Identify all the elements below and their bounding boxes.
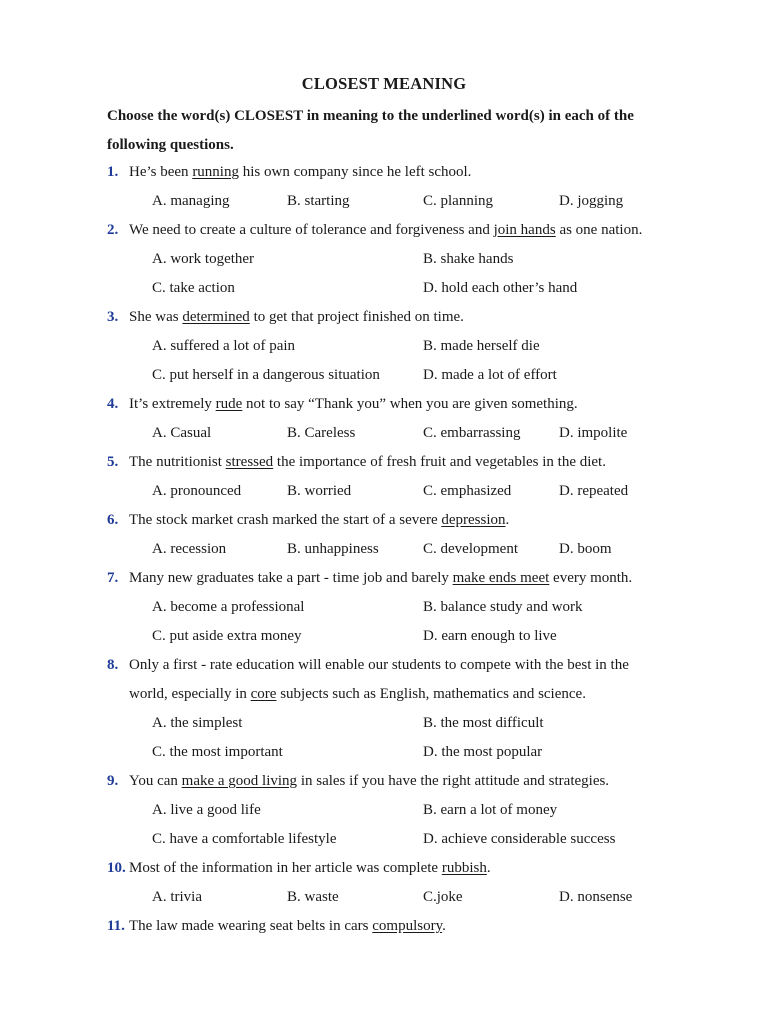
underlined-phrase: running xyxy=(192,164,239,180)
question-8 xyxy=(0,651,768,767)
option-a: A. work together xyxy=(152,251,255,267)
question-number: 1. xyxy=(107,164,119,180)
question-4 xyxy=(0,390,768,448)
underlined-phrase: depression xyxy=(441,512,506,528)
options-row xyxy=(0,796,768,825)
options-row xyxy=(0,593,768,622)
underlined-phrase: rude xyxy=(215,396,243,412)
options-row xyxy=(0,738,768,767)
option-b: B. the most difficult xyxy=(423,715,544,731)
question-text-segment: He’s been xyxy=(129,164,193,180)
question-line xyxy=(0,216,768,245)
question-text-segment: Most of the information in her article was complete xyxy=(129,860,442,876)
question-number: 4. xyxy=(107,396,119,412)
question-text-segment: . xyxy=(442,918,446,934)
question-6 xyxy=(0,506,768,564)
question-text-segment: the importance of fresh fruit and vegetables in the diet. xyxy=(273,454,606,470)
option-a: A. managing xyxy=(152,193,230,209)
question-line xyxy=(0,448,768,477)
option-d: D. achieve considerable success xyxy=(423,831,616,847)
options-row xyxy=(0,709,768,738)
page-title: CLOSEST MEANING xyxy=(301,74,467,93)
question-number: 9. xyxy=(107,773,119,789)
instruction-line-1: Choose the word(s) CLOSEST in meaning to the underlined word(s) in each of the xyxy=(107,108,634,124)
question-text-segment: world, especially in xyxy=(129,686,251,702)
option-c: C. put aside extra money xyxy=(152,628,302,644)
question-text-segment: It’s extremely xyxy=(129,396,216,412)
option-c: C. put herself in a dangerous situation xyxy=(152,367,380,383)
option-d: D. made a lot of effort xyxy=(423,367,557,383)
question-text xyxy=(129,651,629,680)
options-row xyxy=(0,535,768,564)
question-text xyxy=(129,506,509,535)
options-row xyxy=(0,477,768,506)
option-b: B. worried xyxy=(287,483,352,499)
option-c: C. planning xyxy=(423,193,493,209)
underlined-phrase: make a good living xyxy=(181,773,298,789)
underlined-phrase: make ends meet xyxy=(452,570,550,586)
question-number: 11. xyxy=(107,918,125,934)
question-text xyxy=(129,303,464,332)
option-c: C. take action xyxy=(152,280,235,296)
option-d: D. hold each other’s hand xyxy=(423,280,578,296)
underlined-phrase: core xyxy=(250,686,277,702)
underlined-phrase: stressed xyxy=(225,454,274,470)
question-text xyxy=(129,390,578,419)
question-line xyxy=(0,912,768,941)
option-d: D. jogging xyxy=(559,193,624,209)
question-number: 10. xyxy=(107,860,126,876)
question-line xyxy=(0,303,768,332)
question-line xyxy=(0,506,768,535)
question-line xyxy=(0,767,768,796)
question-text-segment: not to say “Thank you” when you are given something. xyxy=(242,396,578,412)
option-d: D. the most popular xyxy=(423,744,543,760)
question-text-segment: to get that project finished on time. xyxy=(249,309,464,325)
question-number: 8. xyxy=(107,657,119,673)
option-d: D. impolite xyxy=(559,425,628,441)
options-row xyxy=(0,419,768,448)
question-text-segment: subjects such as English, mathematics and science. xyxy=(276,686,586,702)
question-number: 5. xyxy=(107,454,119,470)
question-text-segment: every month. xyxy=(549,570,633,586)
question-text xyxy=(129,854,491,883)
option-c: C. the most important xyxy=(152,744,283,760)
question-text xyxy=(129,158,471,187)
options-row xyxy=(0,245,768,274)
question-number: 6. xyxy=(107,512,119,528)
question-text xyxy=(129,680,586,709)
underlined-phrase: join hands xyxy=(493,222,556,238)
option-b: B. unhappiness xyxy=(287,541,379,557)
option-a: A. become a professional xyxy=(152,599,305,615)
question-text xyxy=(129,216,642,245)
question-text-segment: Many new graduates take a part - time job and barely xyxy=(129,570,453,586)
question-line xyxy=(0,680,768,709)
option-a: A. pronounced xyxy=(152,483,242,499)
option-c: C.joke xyxy=(423,889,463,905)
option-b: B. shake hands xyxy=(423,251,514,267)
option-a: A. recession xyxy=(152,541,227,557)
question-2 xyxy=(0,216,768,303)
question-3 xyxy=(0,303,768,390)
question-text-segment: The stock market crash marked the start of a severe xyxy=(129,512,442,528)
question-text-segment: The law made wearing seat belts in cars xyxy=(129,918,373,934)
question-9 xyxy=(0,767,768,854)
question-text-segment: She was xyxy=(129,309,183,325)
option-b: B. waste xyxy=(287,889,339,905)
options-row xyxy=(0,622,768,651)
option-a: A. trivia xyxy=(152,889,202,905)
question-10 xyxy=(0,854,768,912)
question-line xyxy=(0,158,768,187)
options-row xyxy=(0,332,768,361)
options-row xyxy=(0,187,768,216)
question-1 xyxy=(0,158,768,216)
question-number: 7. xyxy=(107,570,119,586)
question-text-segment: You can xyxy=(129,773,182,789)
question-line xyxy=(0,390,768,419)
question-text xyxy=(129,564,632,593)
question-number: 2. xyxy=(107,222,119,238)
options-row xyxy=(0,825,768,854)
option-d: D. repeated xyxy=(559,483,629,499)
option-a: A. Casual xyxy=(152,425,212,441)
question-text xyxy=(129,767,609,796)
question-5 xyxy=(0,448,768,506)
question-11 xyxy=(0,912,768,941)
option-d: D. boom xyxy=(559,541,612,557)
question-text-segment: his own company since he left school. xyxy=(238,164,472,180)
question-text-segment: as one nation. xyxy=(555,222,643,238)
option-b: B. balance study and work xyxy=(423,599,583,615)
underlined-phrase: compulsory xyxy=(372,918,443,934)
instructions xyxy=(107,102,697,160)
question-line xyxy=(0,564,768,593)
question-text-segment: in sales if you have the right attitude and strategies. xyxy=(297,773,610,789)
question-text-segment: We need to create a culture of tolerance and forgiveness and xyxy=(129,222,494,238)
option-c: C. embarrassing xyxy=(423,425,521,441)
question-line xyxy=(0,854,768,883)
option-c: C. development xyxy=(423,541,518,557)
question-text xyxy=(129,912,446,941)
options-row xyxy=(0,883,768,912)
question-number: 3. xyxy=(107,309,119,325)
question-line xyxy=(0,651,768,680)
option-a: A. the simplest xyxy=(152,715,243,731)
question-text-segment: . xyxy=(505,512,510,528)
question-text-segment: Only a first - rate education will enable our students to compete with the best in the xyxy=(129,657,629,673)
underlined-phrase: determined xyxy=(182,309,250,325)
option-a: A. live a good life xyxy=(152,802,261,818)
question-text-segment: . xyxy=(486,860,491,876)
option-b: B. starting xyxy=(287,193,350,209)
option-d: D. earn enough to live xyxy=(423,628,557,644)
option-b: B. made herself die xyxy=(423,338,540,354)
instruction-line-2: following questions. xyxy=(107,137,234,153)
option-c: C. have a comfortable lifestyle xyxy=(152,831,337,847)
option-a: A. suffered a lot of pain xyxy=(152,338,296,354)
option-c: C. emphasized xyxy=(423,483,512,499)
option-d: D. nonsense xyxy=(559,889,633,905)
question-7 xyxy=(0,564,768,651)
options-row xyxy=(0,274,768,303)
underlined-phrase: rubbish xyxy=(441,860,487,876)
question-text-segment: The nutritionist xyxy=(129,454,226,470)
option-b: B. earn a lot of money xyxy=(423,802,558,818)
options-row xyxy=(0,361,768,390)
option-b: B. Careless xyxy=(287,425,356,441)
question-text xyxy=(129,448,606,477)
question-list xyxy=(0,158,768,941)
